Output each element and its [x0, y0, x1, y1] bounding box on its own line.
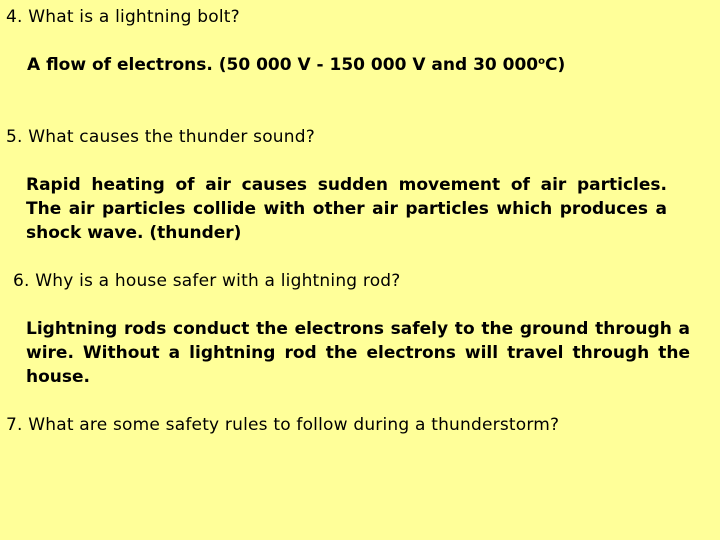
answer-6-line-2: wire. Without a lightning rod the electrons will travel through the: [26, 343, 690, 363]
answer-4: [27, 53, 565, 77]
answer-4-unit: C): [545, 55, 566, 75]
question-6: 6. Why is a house safer with a lightning rod?: [13, 271, 401, 291]
answer-6-line-3: house.: [26, 367, 90, 387]
degree-symbol: o: [538, 56, 546, 67]
answer-5-line-1: Rapid heating of air causes sudden movement of air particles.: [26, 175, 667, 195]
answer-5-line-2: The air particles collide with other air particles which produces a: [26, 199, 667, 219]
answer-6-line-1: Lightning rods conduct the electrons safely to the ground through a: [26, 319, 690, 339]
question-4: 4. What is a lightning bolt?: [6, 7, 240, 27]
answer-5-line-3: shock wave. (thunder): [26, 223, 242, 243]
question-5: 5. What causes the thunder sound?: [6, 127, 315, 147]
answer-5: [26, 173, 667, 245]
answer-6: [26, 317, 690, 389]
answer-4-text: A flow of electrons. (50 000 V - 150 000 V and 30 000: [27, 55, 539, 75]
question-7: 7. What are some safety rules to follow during a thunderstorm?: [6, 415, 560, 435]
